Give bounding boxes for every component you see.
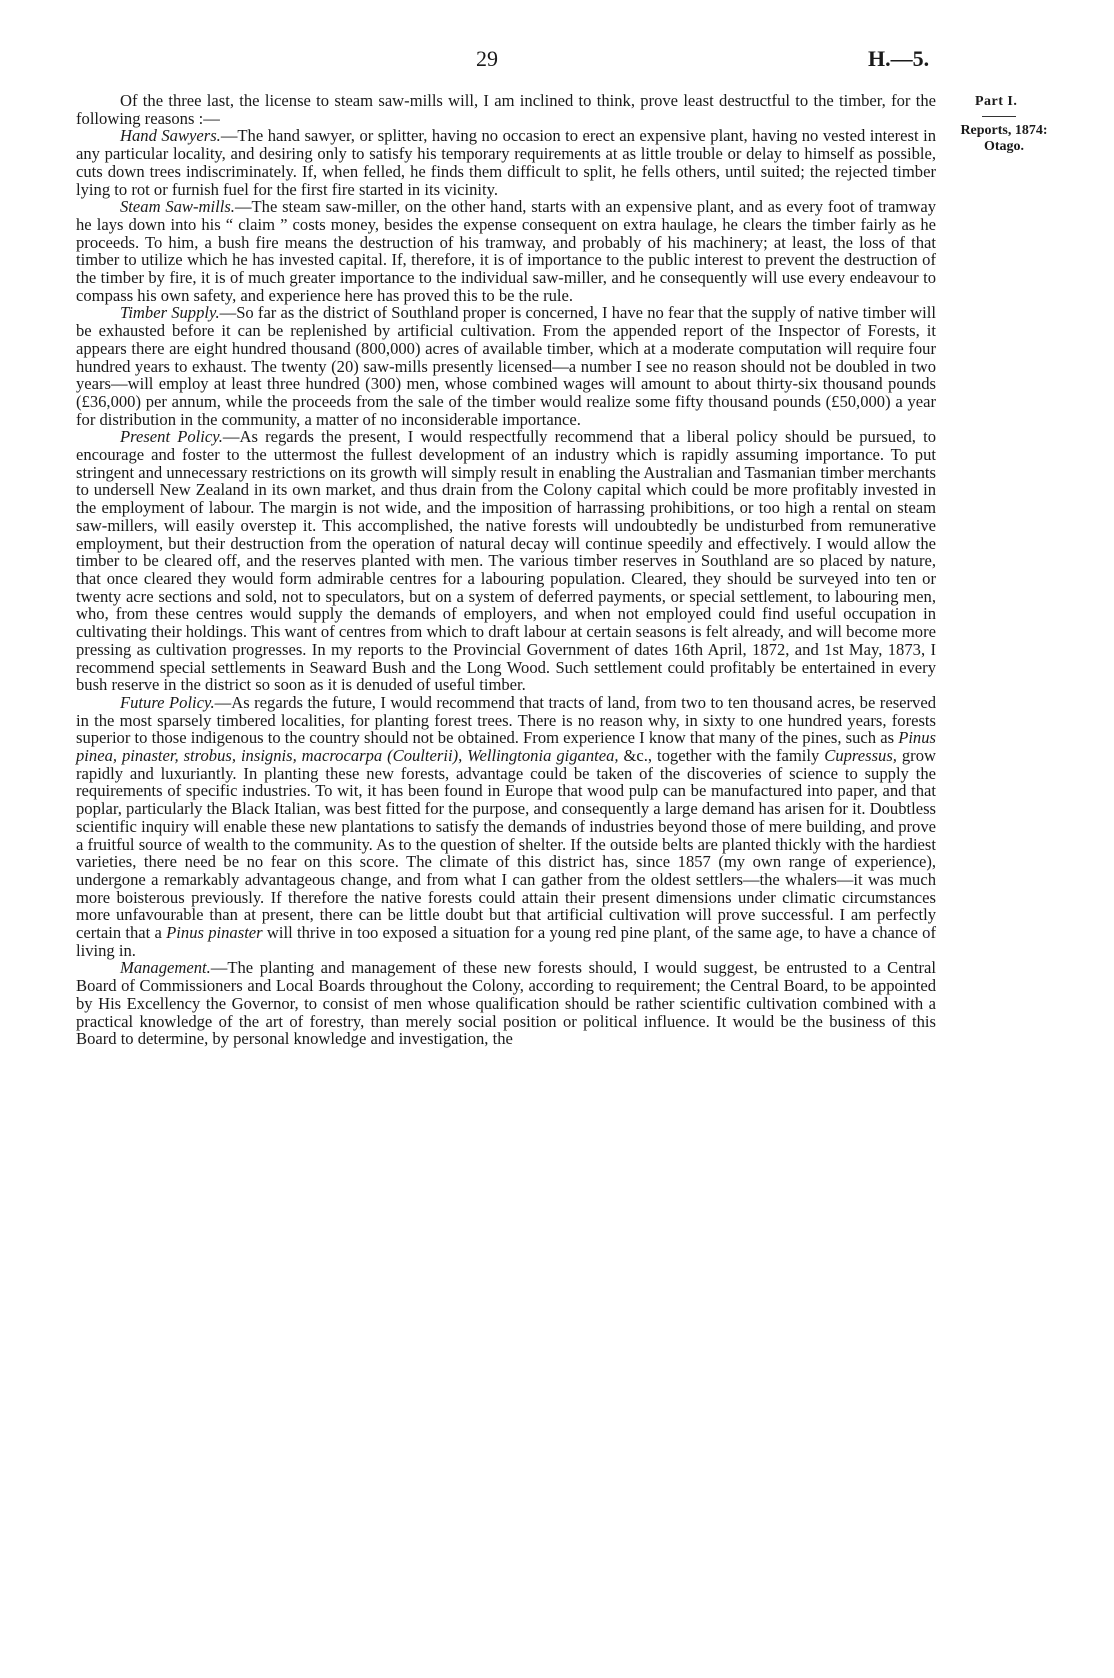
margin-part-label: Part I. — [975, 94, 1018, 109]
page-number: 29 — [476, 46, 498, 71]
paragraph-future-policy — [76, 694, 936, 960]
margin-reports-year: Reports, 1874: — [960, 123, 1048, 138]
section-heading: Present Policy. — [120, 427, 223, 447]
margin-reports-label — [924, 123, 1084, 155]
paragraph-timber-supply — [76, 304, 936, 428]
species-name: Pinus pinaster — [166, 923, 263, 943]
section-heading: Management. — [120, 958, 211, 978]
paragraph-intro — [76, 92, 936, 127]
paragraph-text: —The planting and management of these new forests should, I would suggest, be entrusted to a Central Board of Commissioners and Local Boards throughout the Colony, according to requirement; the Central Board, to be appointed by His Excellency the Governor, to consist of men whose qualification should be rather scientific cultivation combined with a practical knowledge of the art of forestry, than merely social position or political influence. It would be the business of this Board to determine, by personal knowledge and investigation, the — [76, 958, 936, 1049]
margin-rule — [982, 116, 1016, 117]
paragraph-text: —The steam saw-miller, on the other hand, starts with an expensive plant, and as every foot of tramway he lays down into his “ claim ” costs money, besides the expense consequent on extra haulage, he clears the timber fairly as he proceeds. To him, a bush fire means the destruction of his tramway, and probably of his machinery; at least, the loss of that timber to utilize which he has invested capital. If, therefore, it is of importance to the public interest to prevent the destruction of the timber by fire, it is of much greater importance to the individual saw-miller, and he consequently will use every endeavour to compass his own safety, and experience here has proved this to be the rule. — [76, 197, 936, 305]
paragraph-steam-saw-mills — [76, 198, 936, 304]
family-name: Cupressus, — [824, 746, 897, 766]
body-text — [76, 92, 936, 1048]
margin-place: Otago. — [983, 139, 1025, 154]
paragraph-text: will thrive in too exposed a situation for a young red pine plant, of the same age, to have a chance of living in. — [76, 923, 936, 960]
paragraph-management — [76, 959, 936, 1048]
species-names: Pinus pinea, pinaster, strobus, insignis, macrocarpa (Coulterii), Wellingtonia gigantea, — [76, 728, 936, 766]
paragraph-present-policy — [76, 428, 936, 694]
document-code: H.—5. — [868, 46, 930, 71]
section-heading: Timber Supply. — [120, 303, 220, 323]
paragraph-text: —As regards the future, I would recommend that tracts of land, from two to ten thousand acres, be reserved in the most sparsely timbered localities, for planting forest trees. There is no reason why, in sixty to one hundred years, forests superior to those indigenous to the country should not be obtained. From experience I know that many of the pines, such as — [76, 692, 937, 748]
section-heading: Steam Saw-mills. — [120, 197, 235, 217]
paragraph-text: —The hand sawyer, or splitter, having no occasion to erect an expensive plant, having no vested interest in any particular locality, and desiring only to satisfy his temporary requirements at as little trouble or delay to himself as possible, cuts down trees indiscriminately. If, when felled, he finds them difficult to split, he fells others, until suited; the rejected timber lying to rot or furnish fuel for the first fire started in its vicinity. — [76, 126, 936, 199]
paragraph-hand-sawyers — [76, 127, 936, 198]
paragraph-text: —So far as the district of Southland proper is concerned, I have no fear that the supply of native timber will be exhausted before it can be replenished by artificial cultivation. From the appended report of the Inspector of Forests, it appears there are eight hundred thousand (800,000) acres of available timber, which at a moderate computation will require four hundred years to exhaust. The twenty (20) saw-mills presently licensed—a number I see no reason should not be doubled in two years—will employ at least three hundred (300) men, whose combined wages will amount to about thirty-six thousand pounds (£36,000) per annum, while the proceeds from the sale of the timber would realize some fifty thousand pounds (£50,000) a year for distribution in the community, a matter of no inconsiderable importance. — [76, 303, 936, 429]
paragraph-text: Of the three last, the license to steam saw-mills will, I am inclined to think, prove least destructful to the timber, for the following reasons :— — [76, 91, 936, 128]
section-heading: Hand Sawyers. — [120, 126, 221, 146]
section-heading: Future Policy. — [120, 692, 215, 712]
paragraph-text: grow rapidly and luxuriantly. In planting these new forests, advantage could be taken of the discoveries of science to supply the requirements of specific industries. To wit, it has been found in Europe that wood pulp can be manufactured into paper, and that poplar, particularly the Black Italian, was best fitted for the purpose, and consequently a large demand has arisen for it. Doubtless scientific inquiry will enable these new plantations to satisfy the demands of industries beyond those of mere building, and prove a fruitful source of wealth to the community. As to the question of shelter. If the outside belts are planted thickly with the hardiest varieties, there need be no fear on this score. The climate of this district has, since 1857 (my own range of experience), undergone a remarkably advantageous change, and from what I can gather from the oldest settlers—the whalers—it was much more boisterous previously. If therefore the native forests could attain their present dimensions under climatic circumstances more unfavourable than at present, there can be little doubt but that artificial cultivation will prove successful. I am perfectly certain that a — [76, 746, 936, 943]
paragraph-text: —As regards the present, I would respectfully recommend that a liberal policy should be pursued, to encourage and foster to the uttermost the fullest development of an industry which is rapidly assuming importance. To put stringent and unnecessary restrictions on its growth will simply result in enabling the Australian and Tasmanian timber merchants to undersell New Zealand in its own market, and thus drain from the Colony capital which could be more profitably invested in the employment of labour. The margin is not wide, and the imposition of harrassing prohibitions, or too high a rental on steam saw-millers, will easily overstep it. This accomplished, the native forests will undoubtedly be undisturbed from remunerative employment, but their destruction from the operation of natural decay will continue speedily and effectively. I would allow the timber to be cleared off, and the reserves planted with men. The various timber reserves in Southland are so placed by nature, that once cleared they would form admirable centres for a labouring population. Cleared, they should be surveyed into ten or twenty acre sections and sold, not to speculators, but on a system of deferred payments, or special settlement, to labouring men, who, from these centres would supply the demands of employers, and when not employed could find useful occupation in cultivating their holdings. This want of centres from which to draft labour at certain seasons is felt already, and will become more pressing as cultivation progresses. In my reports to the Provincial Government of dates 16th April, 1872, and 1st May, 1873, I recommend special settlements in Seaward Bush and the Long Wood. Such settlement could profitably be entertained in every bush reserve in the district so soon as it is denuded of useful timber. — [76, 427, 936, 695]
paragraph-text: &c., together with the family — [618, 746, 825, 766]
